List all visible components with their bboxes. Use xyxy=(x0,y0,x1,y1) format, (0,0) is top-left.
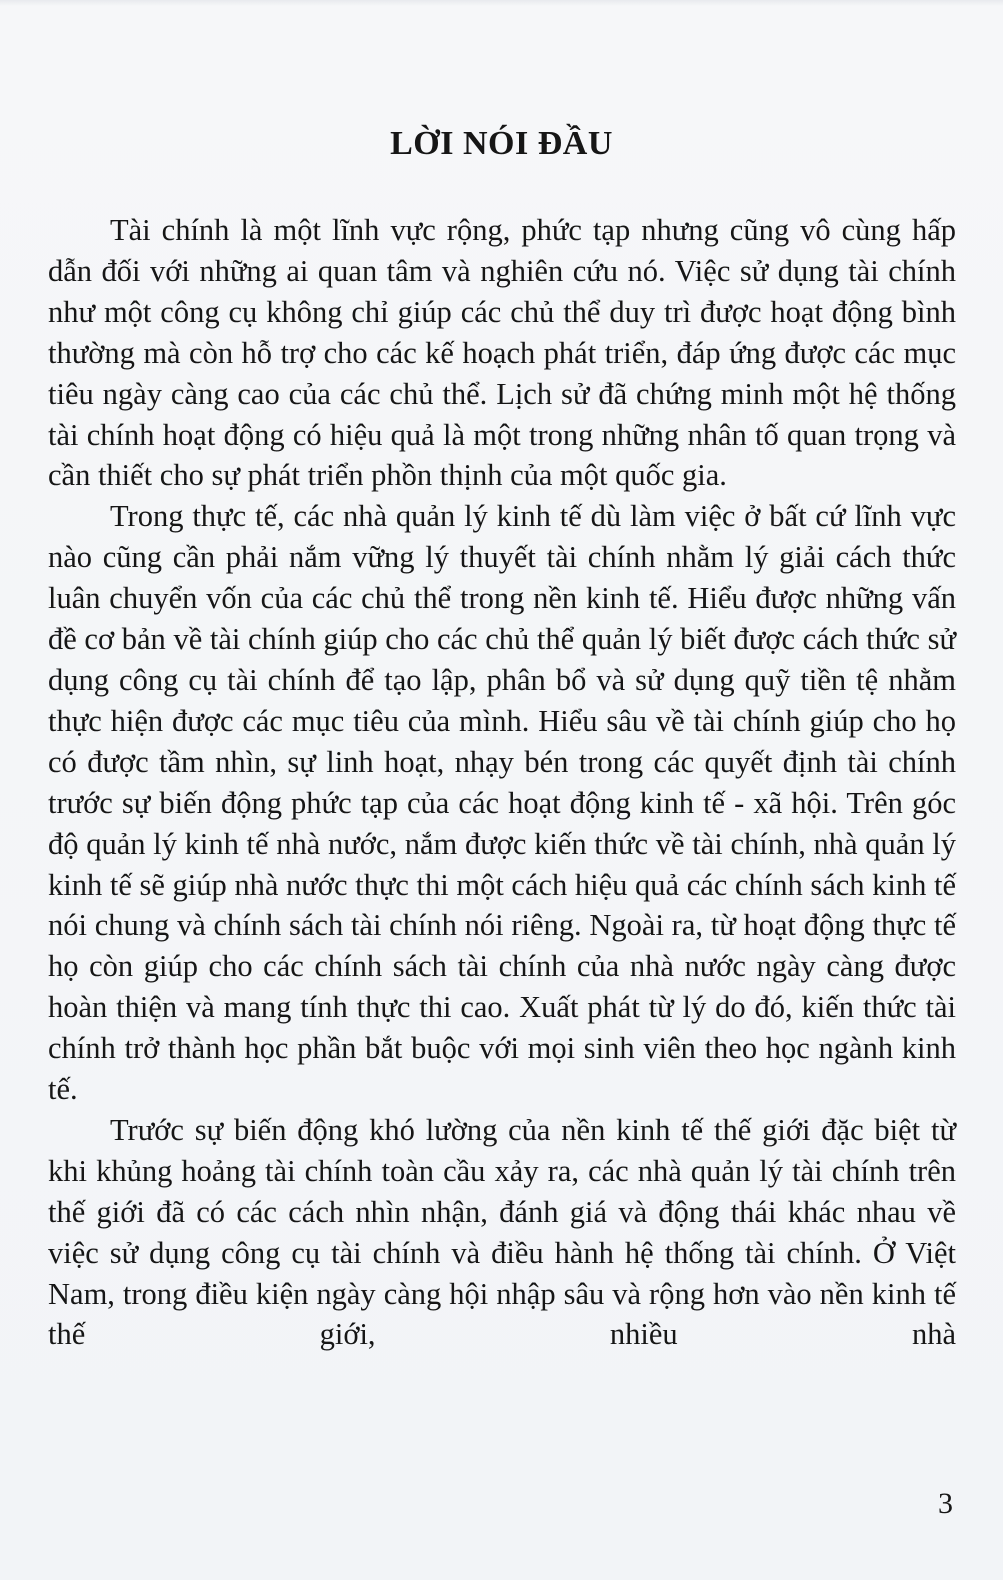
page-number: 3 xyxy=(938,1487,953,1520)
paragraph-1: Tài chính là một lĩnh vực rộng, phức tạp nhưng cũng vô cùng hấp dẫn đối với những ai quan tâm và nghiên cứu nó. Việc sử dụng tài chính như một công cụ không chỉ giúp các chủ thể duy trì được hoạt động bình thường mà còn hỗ trợ cho các kế hoạch phát triển, đáp ứng được các mục tiêu ngày càng cao của các chủ thể. Lịch sử đã chứng minh một hệ thống tài chính hoạt động có hiệu quả là một trong những nhân tố quan trọng và cần thiết cho sự phát triển phồn thịnh của một quốc gia. xyxy=(48,213,956,493)
body-text xyxy=(48,210,956,1355)
page-top-edge xyxy=(0,0,1003,6)
paragraph-3: Trước sự biến động khó lường của nền kinh tế thế giới đặc biệt từ khi khủng hoảng tài chính toàn cầu xảy ra, các nhà quản lý tài chính trên thế giới đã có các cách nhìn nhận, đánh giá và động thái khác nhau về việc sử dụng công cụ tài chính và điều hành hệ thống tài chính. Ở Việt Nam, trong điều kiện ngày càng hội nhập sâu và rộng hơn vào nền kinh tế thế giới, nhiều nhà xyxy=(48,1112,956,1352)
page-title: LỜI NÓI ĐẦU xyxy=(390,125,613,162)
paragraph-2: Trong thực tế, các nhà quản lý kinh tế dù làm việc ở bất cứ lĩnh vực nào cũng cần phải nắm vững lý thuyết tài chính nhằm lý giải cách thức luân chuyển vốn của các chủ thể trong nền kinh tế. Hiểu được những vấn đề cơ bản về tài chính giúp cho các chủ thể quản lý biết được cách thức sử dụng công cụ tài chính để tạo lập, phân bổ và sử dụng quỹ tiền tệ nhằm thực hiện được các mục tiêu của mình. Hiểu sâu về tài chính giúp cho họ có được tầm nhìn, sự linh hoạt, nhạy bén trong các quyết định tài chính trước sự biến động phức tạp của các hoạt động kinh tế - xã hội. Trên góc độ quản lý kinh tế nhà nước, nắm được kiến thức về tài chính, nhà quản lý kinh tế sẽ giúp nhà nước thực thi một cách hiệu quả các chính sách kinh tế nói chung và chính sách tài chính nói riêng. Ngoài ra, từ hoạt động thực tế họ còn giúp cho các chính sách tài chính của nhà nước ngày càng được hoàn thiện và mang tính thực thi cao. Xuất phát từ lý do đó, kiến thức tài chính trở thành học phần bắt buộc với mọi sinh viên theo học ngành kinh tế. xyxy=(48,499,957,1107)
